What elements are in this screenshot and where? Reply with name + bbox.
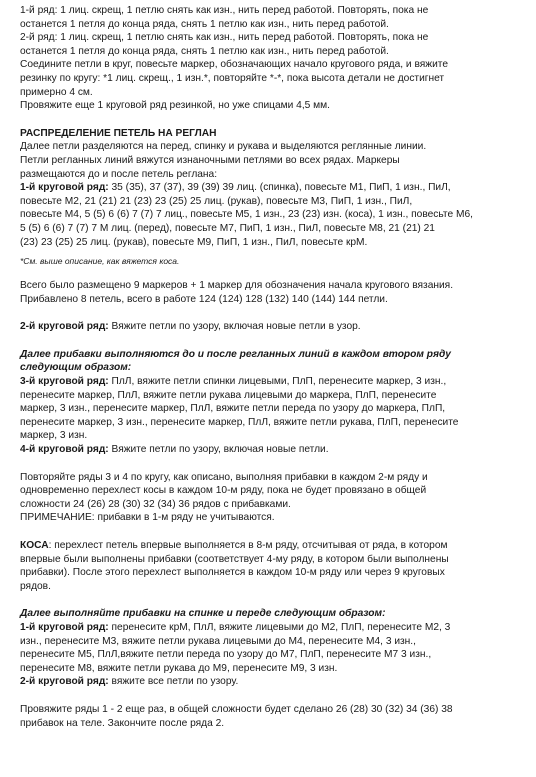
text-line: (23) 23 (25) 25 лиц. (рукав), повесьте М9, ПиП, 1 изн., ПиЛ, повесьте крМ. (20, 236, 368, 248)
kosa-label: КОСА (20, 540, 49, 551)
text-line: маркер, 3 изн. (20, 430, 88, 442)
text-line: 35 (35), 37 (37), 39 (39) 39 лиц. (спинка), повесьте М1, ПиП, 1 изн., ПиЛ, (108, 182, 451, 194)
row-label: 1-й круговой ряд: (20, 621, 109, 633)
subheading-increases (20, 348, 516, 375)
text-line: резинку по кругу: *1 лиц. скрещ., 1 изн.*, повторяйте *-*, пока высота детали не достигнет (20, 72, 445, 84)
text-line: останется 1 петля до конца ряда, снять 1 петлю как изн., нить перед работой. (20, 45, 389, 57)
text-line: Далее прибавки выполняются до и после регланных линий в каждом втором ряду (20, 348, 451, 360)
text-line: впервые были выполнены прибавки (соответствует 4-му ряду, в котором были выполнены (20, 553, 449, 565)
text-line: прибавок на теле. Закончите после ряда 2. (20, 717, 225, 729)
text-line: Вяжите петли по узору, включая новые петли в узор. (108, 321, 361, 333)
text-line: Провяжите еще 1 круговой ряд резинкой, но уже спицами 4,5 мм. (20, 100, 331, 112)
text-line: вяжите все петли по узору. (108, 676, 239, 688)
text-line: останется 1 петля до конца ряда, снять 1 петлю как изн., нить перед работой. (20, 18, 389, 30)
text-line: перенесите М8, вяжите петли рукава до М9, перенесите М9, 3 изн. (20, 662, 338, 674)
text-line: : перехлест петель впервые выполняется в 8-м ряду, отсчитывая от ряда, в котором (48, 540, 448, 551)
paragraph-repeat (20, 471, 516, 525)
text-line: Далее петли разделяются на перед, спинку и рукава и выделяются реглянные линии. (20, 141, 427, 153)
text-line: перенесите маркер, ПлЛ, вяжите петли рукава лицевыми до маркера, ПлП, перенесите (20, 389, 437, 401)
text-line: 2-й ряд: 1 лиц. скрещ, 1 петлю снять как изн., нить перед работой. Повторять, пока не (20, 32, 429, 44)
paragraph-kosa (20, 539, 516, 593)
text-line: ПРИМЕЧАНИЕ: прибавки в 1-м ряду не учитываются. (20, 512, 275, 524)
text-line: следующим образом: (20, 362, 132, 374)
text-line: Петли регланных линий вяжутся изнаночными петлями во всех рядах. Маркеры (20, 154, 400, 166)
text-line: одновременно перехлест косы в каждом 10-м ряду, пока не будет провязано в общей (20, 485, 427, 497)
text-line: прибавки). После этого перехлест выполняется в каждом 10-м ряду или через 9 круговых (20, 567, 445, 579)
text-line: Всего было размещено 9 маркеров + 1 маркер для обозначения начала кругового вязания. (20, 280, 454, 292)
text-line: ПлЛ, вяжите петли спинки лицевыми, ПлП, перенесите маркер, 3 изн., (108, 376, 447, 388)
text-line: рядов. (20, 580, 51, 592)
paragraph-back-round-1 (20, 621, 516, 675)
text-line: изн., перенесите М3, вяжите петли рукава лицевыми до М4, перенесите М4, 3 изн., (20, 635, 416, 647)
row-label: 4-й круговой ряд: (20, 444, 109, 456)
paragraph-back-round-2 (20, 675, 516, 689)
text-line: примерно 4 см. (20, 86, 93, 98)
paragraph-round-4 (20, 443, 516, 457)
paragraph-marker-summary (20, 279, 516, 306)
text-line: Вяжите петли по узору, включая новые петли. (108, 444, 329, 456)
paragraph-final (20, 703, 516, 730)
row-label: 3-й круговой ряд: (20, 376, 109, 388)
row-label: 1-й круговой ряд: (20, 182, 109, 194)
text-line: Повторяйте ряды 3 и 4 по кругу, как описано, выполняя прибавки в каждом 2-м ряду и (20, 471, 428, 483)
text-line: 1-й ряд: 1 лиц. скрещ, 1 петлю снять как изн., нить перед работой. Повторять, пока не (20, 5, 429, 16)
row-label: 2-й круговой ряд: (20, 321, 109, 333)
footnote: *См. выше описание, как вяжется коса. (20, 256, 180, 267)
text-line: повесьте М2, 21 (21) 21 (23) 23 (25) 25 лиц. (рукав), повесьте М3, ПиП, 1 изн., ПиЛ, (20, 195, 413, 207)
paragraph-round-2 (20, 320, 516, 334)
paragraph-round-1 (20, 181, 516, 249)
paragraph-raglan-intro (20, 140, 516, 181)
paragraph-rows-1-2 (20, 4, 516, 113)
section-heading-raglan: РАСПРЕДЕЛЕНИЕ ПЕТЕЛЬ НА РЕГЛАН (20, 127, 217, 139)
text-line: Провяжите ряды 1 - 2 еще раз, в общей сложности будет сделано 26 (28) 30 (32) 34 (36) 38 (20, 703, 453, 715)
paragraph-round-3 (20, 375, 516, 443)
text-line: размещаются до и после петель реглана: (20, 168, 218, 180)
text-line: перенесите крМ, ПлЛ, вяжите лицевыми до М2, ПлП, перенесите М2, 3 (108, 621, 451, 633)
text-line: 5 (5) 6 (6) 7 (7) 7 М лиц. (перед), повесьте М7, ПиП, 1 изн., ПиЛ, повесьте М8, 21 (21) 21 (20, 222, 435, 234)
text-line: перенесите М5, ПлЛ,вяжите петли переда по узору до М7, ПлП, перенесите М7 3 изн., (20, 649, 432, 661)
text-line: Прибавлено 8 петель, всего в работе 124 (124) 128 (132) 140 (144) 144 петли. (20, 293, 388, 305)
text-line: повесьте М4, 5 (5) 6 (6) 7 (7) 7 лиц., повесьте М5, 1 изн., 23 (23) изн. (коса), 1 изн., повесьте М6, (20, 209, 473, 221)
row-label: 2-й круговой ряд: (20, 676, 109, 688)
text-line: маркер, 3 изн., перенесите маркер, ПлЛ, вяжите петли переда по узору до маркера, ПлП, (20, 403, 446, 415)
text-line: сложности 24 (26) 28 (30) 32 (34) 36 рядов с прибавками. (20, 498, 291, 510)
subheading-back-front: Далее выполняйте прибавки на спинке и переде следующим образом: (20, 608, 386, 620)
text-line: перенесите маркер, 3 изн., перенесите маркер, ПлЛ, вяжите петли рукава, ПлП, перенесите (20, 416, 459, 428)
text-line: Соедините петли в круг, повесьте маркер, обозначающих начало кругового ряда, и вяжите (20, 59, 448, 71)
